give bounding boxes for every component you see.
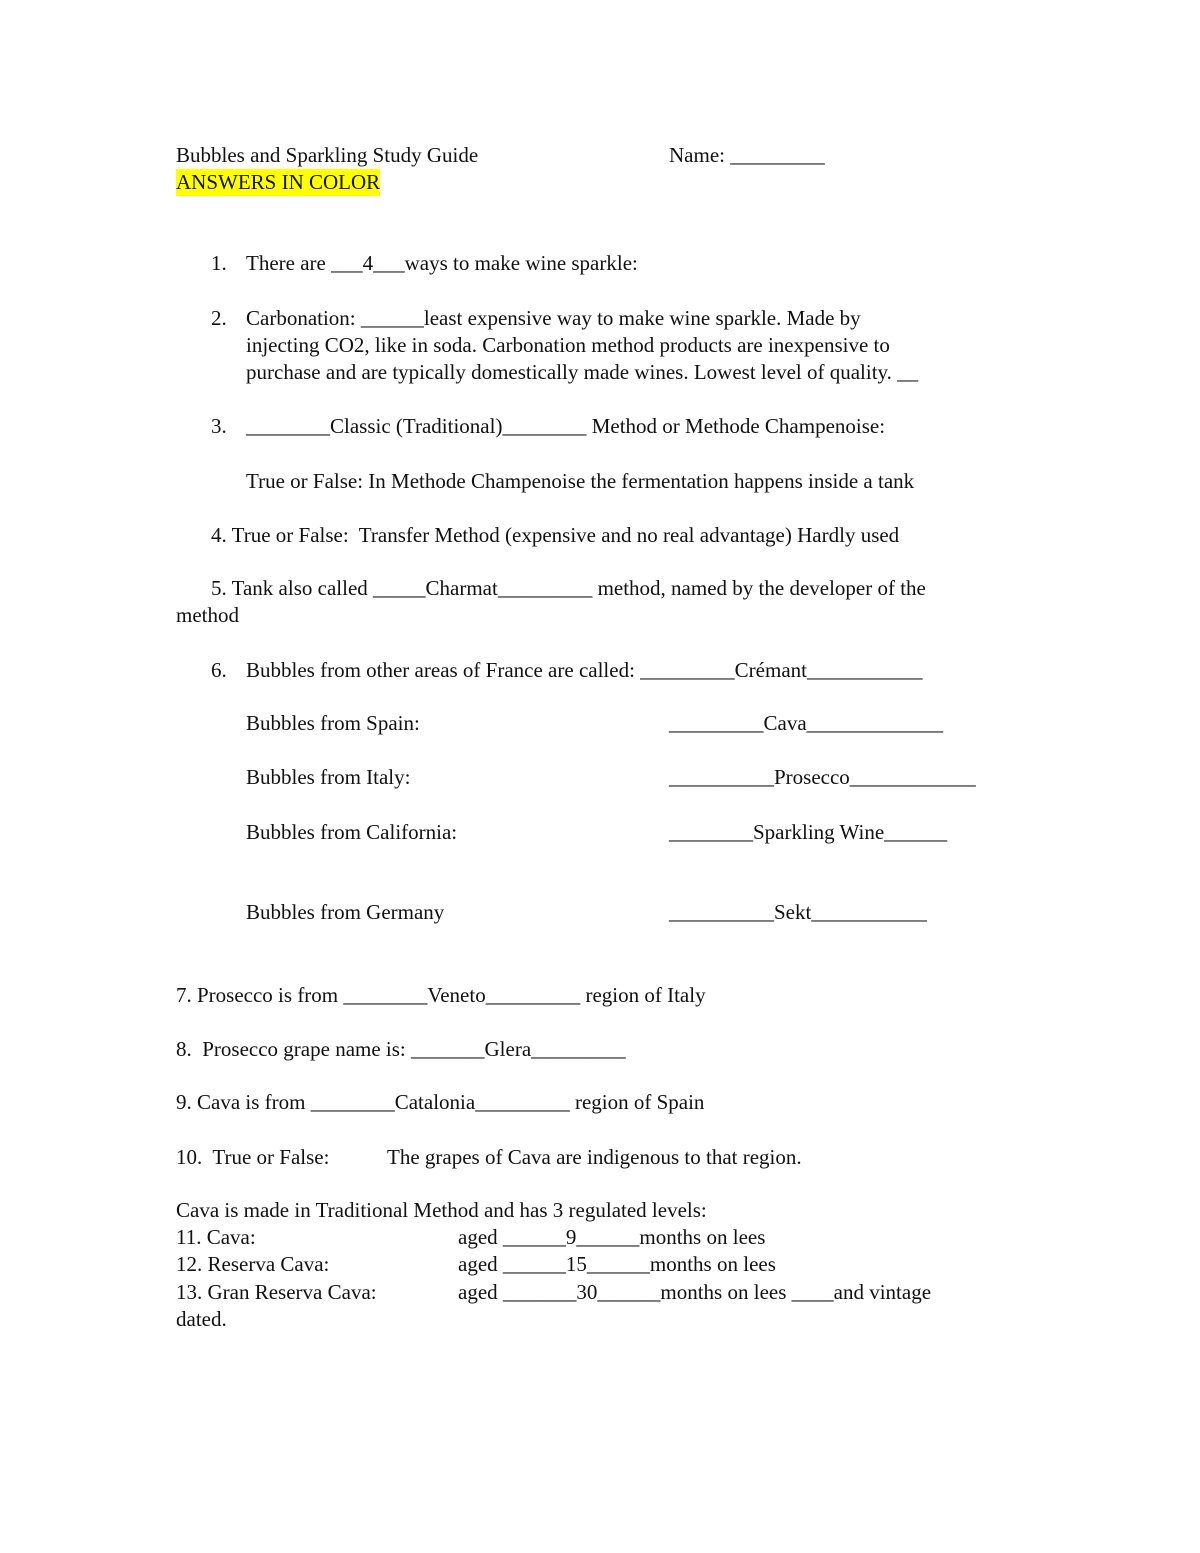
q6-text: Bubbles from other areas of France are called: _________Crémant___________ bbox=[246, 658, 923, 682]
q6-row-answer: __________Prosecco____________ bbox=[669, 765, 976, 789]
cava-level-label: 12. Reserva Cava: bbox=[176, 1252, 330, 1276]
cava-level-aged: aged ______15______months on lees bbox=[458, 1252, 776, 1276]
q2-line-2: injecting CO2, like in soda. Carbonation method products are inexpensive to bbox=[246, 333, 890, 357]
q2-number: 2. bbox=[211, 306, 227, 330]
q5-line-1: 5. Tank also called _____Charmat_________ method, named by the developer of the bbox=[211, 576, 926, 600]
document-title: Bubbles and Sparkling Study Guide bbox=[176, 143, 479, 167]
cava-level-label: 13. Gran Reserva Cava: bbox=[176, 1280, 377, 1304]
q3-number: 3. bbox=[211, 414, 227, 438]
q6-row-label: Bubbles from Italy: bbox=[246, 765, 411, 789]
q6-row-answer: ________Sparkling Wine______ bbox=[669, 820, 948, 844]
q2-line-1: Carbonation: ______least expensive way to make wine sparkle. Made by bbox=[246, 306, 861, 330]
q9-text: 9. Cava is from ________Catalonia_________ region of Spain bbox=[176, 1090, 705, 1114]
answers-note: ANSWERS IN COLOR bbox=[176, 170, 381, 194]
q8-text: 8. Prosecco grape name is: _______Glera_________ bbox=[176, 1037, 626, 1061]
cava-level-aged: aged ______9______months on lees bbox=[458, 1225, 766, 1249]
cava-tail: dated. bbox=[176, 1307, 227, 1331]
cava-level-label: 11. Cava: bbox=[176, 1225, 256, 1249]
q5-line-2: method bbox=[176, 603, 239, 627]
q10-label: 10. True or False: bbox=[176, 1145, 330, 1169]
q6-row-answer: _________Cava_____________ bbox=[669, 711, 944, 735]
cava-level-aged: aged _______30______months on lees ____and vintage bbox=[458, 1280, 932, 1304]
q6-row-label: Bubbles from Germany bbox=[246, 900, 445, 924]
q7-text: 7. Prosecco is from ________Veneto_________ region of Italy bbox=[176, 983, 706, 1007]
q2-line-3: purchase and are typically domestically made wines. Lowest level of quality. __ bbox=[246, 360, 919, 384]
q6-number: 6. bbox=[211, 658, 227, 682]
cava-intro: Cava is made in Traditional Method and has 3 regulated levels: bbox=[176, 1198, 707, 1222]
q4-text: 4. True or False: Transfer Method (expensive and no real advantage) Hardly used bbox=[211, 523, 900, 547]
q6-row-label: Bubbles from Spain: bbox=[246, 711, 420, 735]
q3-subquestion: True or False: In Methode Champenoise the fermentation happens inside a tank bbox=[246, 469, 915, 493]
q1-text: There are ___4___ways to make wine sparkle: bbox=[246, 251, 638, 275]
q6-row-label: Bubbles from California: bbox=[246, 820, 458, 844]
q10-text: The grapes of Cava are indigenous to that region. bbox=[387, 1145, 802, 1169]
q1-number: 1. bbox=[211, 251, 227, 275]
name-field: Name: _________ bbox=[669, 143, 825, 167]
q3-text: ________Classic (Traditional)________ Method or Methode Champenoise: bbox=[246, 414, 886, 438]
q6-row-answer: __________Sekt___________ bbox=[669, 900, 927, 924]
